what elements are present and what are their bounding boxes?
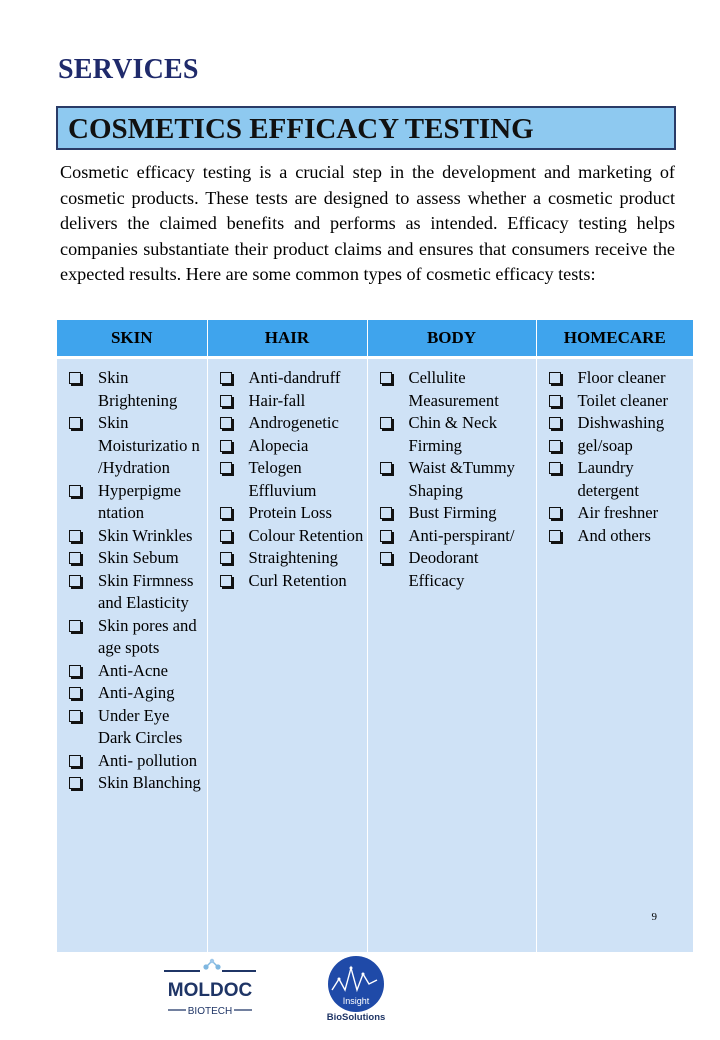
body-list-item bbox=[378, 412, 536, 457]
skin-item-label: Skin Sebum bbox=[98, 548, 179, 567]
homecare-list-item bbox=[547, 390, 694, 413]
hair-item-label: Straightening bbox=[248, 548, 338, 567]
body-item-label: Cellulite Measurement bbox=[408, 368, 499, 410]
insight-biosolutions-logo bbox=[323, 954, 389, 1024]
checkbox-bullet-icon bbox=[69, 687, 81, 699]
checkbox-bullet-icon bbox=[549, 372, 561, 384]
hair-list-item bbox=[218, 547, 367, 570]
skin-item-label: Skin pores and age spots bbox=[98, 615, 197, 657]
checkbox-bullet-icon bbox=[220, 395, 232, 407]
body-list-item bbox=[378, 525, 536, 548]
insight-name: Insight bbox=[342, 996, 370, 1006]
checkbox-bullet-icon bbox=[549, 395, 561, 407]
body-list-item bbox=[378, 457, 536, 502]
checkbox-bullet-icon bbox=[69, 552, 81, 564]
homecare-item-label: Air freshner bbox=[577, 503, 659, 522]
body-cell bbox=[367, 358, 536, 953]
checkbox-bullet-icon bbox=[549, 462, 561, 474]
skin-item-label: Anti-Aging bbox=[98, 683, 175, 702]
homecare-cell bbox=[536, 358, 693, 953]
hair-list-item bbox=[218, 525, 367, 548]
banner-title: COSMETICS EFFICACY TESTING bbox=[68, 113, 534, 145]
skin-item-label: Under Eye Dark Circles bbox=[98, 705, 183, 747]
checkbox-bullet-icon bbox=[69, 755, 81, 767]
skin-item-label: Anti- pollution bbox=[98, 750, 198, 770]
skin-item-label: Skin Blanching bbox=[98, 773, 201, 792]
skin-item-label: Skin Firmness and Elasticity bbox=[98, 570, 194, 612]
hair-list-item bbox=[218, 570, 367, 593]
section-title: SERVICES bbox=[58, 54, 199, 85]
skin-list-item bbox=[67, 750, 207, 773]
hair-list-item bbox=[218, 435, 367, 458]
header-skin: SKIN bbox=[57, 320, 207, 358]
hair-item-label: Anti-dandruff bbox=[248, 368, 341, 387]
hair-item-label: Telogen Effluvium bbox=[248, 458, 317, 500]
skin-cell bbox=[57, 358, 207, 953]
checkbox-bullet-icon bbox=[549, 417, 561, 429]
checkbox-bullet-icon bbox=[549, 530, 561, 542]
insight-sub: BioSolutions bbox=[326, 1012, 386, 1023]
homecare-list-item bbox=[547, 502, 694, 525]
hair-item-label: Androgenetic bbox=[248, 413, 339, 432]
skin-list-item bbox=[67, 660, 207, 683]
moldoc-sub: BIOTECH bbox=[187, 1006, 233, 1017]
hair-item-label: Alopecia bbox=[248, 435, 309, 455]
checkbox-bullet-icon bbox=[380, 417, 392, 429]
hair-list bbox=[218, 367, 367, 592]
body-item-label: Waist &Tummy Shaping bbox=[408, 458, 515, 500]
hair-item-label: Colour Retention bbox=[248, 525, 364, 545]
homecare-list-item bbox=[547, 525, 694, 548]
body-item-label: Chin & Neck Firming bbox=[408, 413, 497, 455]
skin-list-item bbox=[67, 547, 207, 570]
header-hair: HAIR bbox=[207, 320, 367, 358]
header-homecare: HOMECARE bbox=[536, 320, 693, 358]
homecare-list-item bbox=[547, 367, 694, 390]
skin-list-item bbox=[67, 615, 207, 660]
skin-list-item bbox=[67, 480, 207, 525]
skin-list-item bbox=[67, 570, 207, 615]
hair-cell bbox=[207, 358, 367, 953]
hair-list-item bbox=[218, 367, 367, 390]
checkbox-bullet-icon bbox=[380, 530, 392, 542]
skin-list bbox=[67, 367, 207, 795]
checkbox-bullet-icon bbox=[380, 462, 392, 474]
homecare-list-item bbox=[547, 435, 694, 458]
checkbox-bullet-icon bbox=[220, 462, 232, 474]
body-item-label: Anti-perspirant/ bbox=[408, 525, 515, 545]
skin-list-item bbox=[67, 412, 207, 480]
homecare-item-label: Toilet cleaner bbox=[577, 390, 669, 410]
moldoc-name: MOLDOC bbox=[167, 980, 253, 1001]
homecare-item-label: Floor cleaner bbox=[577, 368, 666, 387]
checkbox-bullet-icon bbox=[69, 710, 81, 722]
skin-item-label: Hyperpigme ntation bbox=[98, 480, 181, 522]
body-list bbox=[378, 367, 536, 592]
checkbox-bullet-icon bbox=[380, 372, 392, 384]
checkbox-bullet-icon bbox=[380, 507, 392, 519]
checkbox-bullet-icon bbox=[69, 620, 81, 632]
checkbox-bullet-icon bbox=[380, 552, 392, 564]
checkbox-bullet-icon bbox=[69, 485, 81, 497]
checkbox-bullet-icon bbox=[549, 507, 561, 519]
skin-list-item bbox=[67, 772, 207, 795]
hair-item-label: Protein Loss bbox=[248, 503, 332, 522]
body-item-label: Bust Firming bbox=[408, 503, 497, 522]
checkbox-bullet-icon bbox=[220, 417, 232, 429]
page-number: 9 bbox=[651, 910, 657, 923]
homecare-list-item bbox=[547, 457, 694, 502]
homecare-list bbox=[547, 367, 694, 547]
checkbox-bullet-icon bbox=[69, 417, 81, 429]
molecule-icon bbox=[203, 959, 220, 970]
body-item-label: Deodorant Efficacy bbox=[408, 548, 479, 590]
checkbox-bullet-icon bbox=[69, 530, 81, 542]
hair-list-item bbox=[218, 502, 367, 525]
homecare-item-label: Dishwashing bbox=[577, 413, 665, 432]
table-header-row bbox=[57, 320, 693, 358]
skin-list-item bbox=[67, 705, 207, 750]
hair-item-label: Hair-fall bbox=[248, 390, 306, 410]
checkbox-bullet-icon bbox=[220, 372, 232, 384]
checkbox-bullet-icon bbox=[220, 575, 232, 587]
skin-item-label: Skin Wrinkles bbox=[98, 525, 193, 545]
body-list-item bbox=[378, 367, 536, 412]
checkbox-bullet-icon bbox=[220, 530, 232, 542]
table-row bbox=[57, 358, 693, 953]
homecare-item-label: And others bbox=[577, 525, 651, 545]
body-list-item bbox=[378, 502, 536, 525]
skin-item-label: Skin Brightening bbox=[98, 368, 178, 410]
skin-list-item bbox=[67, 682, 207, 705]
checkbox-bullet-icon bbox=[69, 372, 81, 384]
checkbox-bullet-icon bbox=[220, 440, 232, 452]
skin-list-item bbox=[67, 525, 207, 548]
homecare-item-label: gel/soap bbox=[577, 435, 633, 455]
hair-list-item bbox=[218, 412, 367, 435]
intro-paragraph: Cosmetic efficacy testing is a crucial step in the development and marketing of cosmetic products. These tests are designed to assess whether a cosmetic product delivers the claimed benefits and performs as intended. Efficacy testing helps companies substantiate their product claims and ensures that consumers receive the expected results. Here are some common types of cosmetic efficacy tests: bbox=[60, 162, 675, 284]
skin-list-item bbox=[67, 367, 207, 412]
hair-list-item bbox=[218, 390, 367, 413]
checkbox-bullet-icon bbox=[220, 507, 232, 519]
homecare-list-item bbox=[547, 412, 694, 435]
banner bbox=[56, 106, 676, 150]
body-list-item bbox=[378, 547, 536, 592]
skin-item-label: Anti-Acne bbox=[98, 660, 169, 680]
checkbox-bullet-icon bbox=[549, 440, 561, 452]
efficacy-table bbox=[57, 320, 693, 952]
checkbox-bullet-icon bbox=[220, 552, 232, 564]
checkbox-bullet-icon bbox=[69, 575, 81, 587]
homecare-item-label: Laundry detergent bbox=[577, 458, 639, 500]
moldoc-biotech-logo bbox=[162, 955, 258, 1021]
checkbox-bullet-icon bbox=[69, 777, 81, 789]
header-body: BODY bbox=[367, 320, 536, 358]
hair-item-label: Curl Retention bbox=[248, 570, 347, 590]
checkbox-bullet-icon bbox=[69, 665, 81, 677]
skin-item-label: Skin Moisturizatio n /Hydration bbox=[98, 413, 200, 477]
hair-list-item bbox=[218, 457, 367, 502]
